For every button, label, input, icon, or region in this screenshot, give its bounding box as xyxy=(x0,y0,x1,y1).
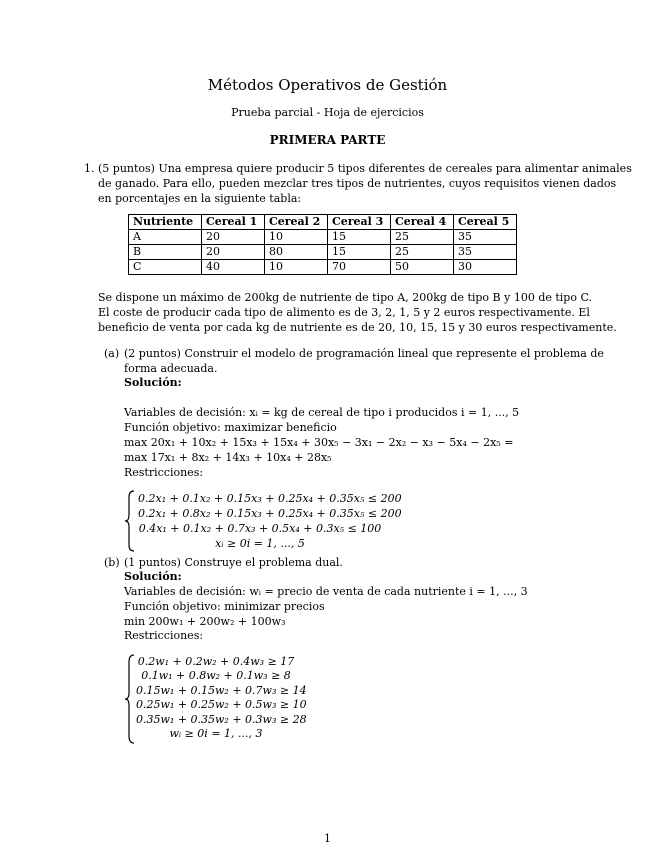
part-a-line-1: Variables de decisión: xᵢ = kg de cereal de tipo i producidos i = 1, ..., 5 xyxy=(124,406,520,419)
table-cell: 50 xyxy=(391,260,454,275)
page-number: 1 xyxy=(324,832,331,845)
table-cell: 15 xyxy=(328,230,391,245)
constraint-b-1: 0.2w₁ + 0.2w₂ + 0.4w₃ ≥ 17 xyxy=(137,655,295,668)
nutrient-table xyxy=(128,214,517,275)
constraint-b-4: 0.25w₁ + 0.25w₂ + 0.5w₃ ≥ 10 xyxy=(136,698,307,711)
table-header-cell: Cereal 2 xyxy=(265,215,328,230)
table-cell: 15 xyxy=(328,245,391,260)
table-cell: 10 xyxy=(265,230,328,245)
data-line-1: Se dispone un máximo de 200kg de nutriente de tipo A, 200kg de tipo B y 100 de tipo C. xyxy=(98,291,592,304)
table-cell: 10 xyxy=(265,260,328,275)
constraint-a-1: 0.2x₁ + 0.1x₂ + 0.15x₃ + 0.25x₄ + 0.35x₅ ≤ 200 xyxy=(138,492,402,505)
problem-intro-line-3: en porcentajes en la siguiente tabla: xyxy=(98,192,302,205)
table-cell: 30 xyxy=(454,260,517,275)
table-header-cell: Cereal 5 xyxy=(454,215,517,230)
constraint-b-6: wᵢ ≥ 0i = 1, ..., 3 xyxy=(169,727,263,740)
constraint-a-2: 0.2x₁ + 0.8x₂ + 0.15x₃ + 0.25x₄ + 0.35x₅ ≤ 200 xyxy=(138,507,402,520)
table-cell: 70 xyxy=(328,260,391,275)
part-b-label: (b) xyxy=(104,556,120,569)
document-subtitle: Prueba parcial - Hoja de ejercicios xyxy=(231,106,424,119)
part-a-line-4: max 17x₁ + 8x₂ + 14x₃ + 10x₄ + 28x₅ xyxy=(124,451,332,464)
part-b-solution-label: Solución: xyxy=(124,570,182,583)
section-heading: PRIMERA PARTE xyxy=(269,133,386,147)
part-a-line-2: Función objetivo: maximizar beneficio xyxy=(124,421,337,434)
table-cell: C xyxy=(129,260,202,275)
document-title: Métodos Operativos de Gestión xyxy=(207,76,448,94)
table-row xyxy=(129,245,517,260)
table-cell: B xyxy=(129,245,202,260)
table-row xyxy=(129,260,517,275)
part-b-line-3: min 200w₁ + 200w₂ + 100w₃ xyxy=(124,615,286,628)
table-header-row xyxy=(129,215,517,230)
part-a-solution-label: Solución: xyxy=(124,376,182,389)
table-header-cell: Cereal 3 xyxy=(328,215,391,230)
table-header-cell: Cereal 1 xyxy=(202,215,265,230)
part-b-line-1: Variables de decisión: wᵢ = precio de venta de cada nutriente i = 1, ..., 3 xyxy=(124,585,528,598)
part-a-label: (a) xyxy=(104,347,120,360)
part-b-statement: (1 puntos) Construye el problema dual. xyxy=(124,556,343,569)
table-cell: 20 xyxy=(202,230,265,245)
constraint-a-3: 0.4x₁ + 0.1x₂ + 0.7x₃ + 0.5x₄ + 0.3x₅ ≤ 100 xyxy=(138,522,382,535)
constraint-brace-a xyxy=(124,490,138,552)
part-a-line-3: max 20x₁ + 10x₂ + 15x₃ + 15x₄ + 30x₅ − 3x₁ − 2x₂ − x₃ − 5x₄ − 2x₅ = xyxy=(124,436,514,449)
part-b-line-2: Función objetivo: minimizar precios xyxy=(124,600,325,613)
data-line-3: beneficio de venta por cada kg de nutriente es de 20, 10, 15, 15 y 30 euros respectivamente. xyxy=(98,321,617,334)
table-header-cell: Nutriente xyxy=(129,215,202,230)
data-line-2: El coste de producir cada tipo de alimento es de 3, 2, 1, 5 y 2 euros respectivamente. El xyxy=(98,306,590,319)
constraint-b-5: 0.35w₁ + 0.35w₂ + 0.3w₃ ≥ 28 xyxy=(136,713,307,726)
problem-intro-line-2: de ganado. Para ello, pueden mezclar tres tipos de nutrientes, cuyos requisitos vienen dados xyxy=(98,177,617,190)
constraint-b-2: 0.1w₁ + 0.8w₂ + 0.1w₃ ≥ 8 xyxy=(141,669,291,682)
constraint-b-3: 0.15w₁ + 0.15w₂ + 0.7w₃ ≥ 14 xyxy=(136,684,307,697)
table-cell: 80 xyxy=(265,245,328,260)
table-cell: 25 xyxy=(391,230,454,245)
problem-intro-line-1: (5 puntos) Una empresa quiere producir 5 tipos diferentes de cereales para alimentar animales xyxy=(98,162,632,175)
part-a-statement-2: forma adecuada. xyxy=(124,362,218,375)
table-cell: 20 xyxy=(202,245,265,260)
table-cell: A xyxy=(129,230,202,245)
table-cell: 35 xyxy=(454,245,517,260)
part-b-line-4: Restricciones: xyxy=(124,629,204,642)
problem-number: 1. xyxy=(84,162,95,175)
table-cell: 35 xyxy=(454,230,517,245)
constraint-a-4: xᵢ ≥ 0i = 1, ..., 5 xyxy=(215,537,305,550)
table-cell: 25 xyxy=(391,245,454,260)
table-header-cell: Cereal 4 xyxy=(391,215,454,230)
part-a-statement-1: (2 puntos) Construir el modelo de programación lineal que represente el problema de xyxy=(124,347,604,360)
table-cell: 40 xyxy=(202,260,265,275)
table-row xyxy=(129,230,517,245)
part-a-line-5: Restricciones: xyxy=(124,466,204,479)
